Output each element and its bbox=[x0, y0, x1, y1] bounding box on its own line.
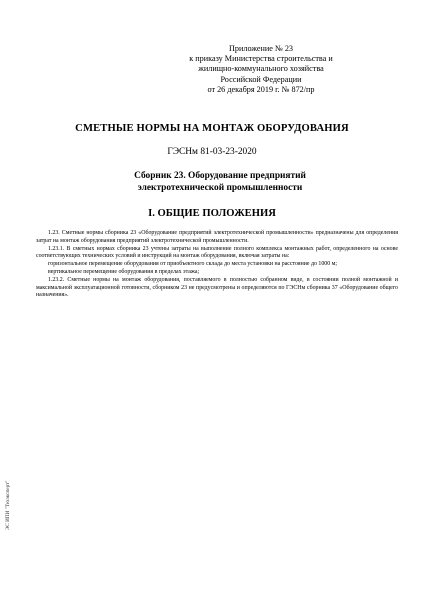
paragraph: 1.23.1. В сметных нормах сборника 23 учтены затраты на выполнение полного комплекса монтажных работ, определенного на основе соответствующих технических условий и инструкций на монтаж оборудования, включая затраты на: bbox=[36, 245, 398, 260]
paragraph: вертикальное перемещение оборудования в пределах этажа; bbox=[48, 268, 200, 275]
body-text bbox=[36, 230, 398, 300]
appendix-line: от 26 декабря 2019 г. № 872/пр bbox=[207, 84, 315, 94]
document-title: СМЕТНЫЕ НОРМЫ НА МОНТАЖ ОБОРУДОВАНИЯ bbox=[75, 123, 349, 134]
side-stamp-text: ЭС ИПИ "Техэксперт" bbox=[5, 480, 11, 530]
side-stamp bbox=[2, 410, 12, 530]
appendix-line: Приложение № 23 bbox=[228, 44, 294, 53]
appendix-block bbox=[146, 44, 376, 95]
section-title: I. ОБЩИЕ ПОЛОЖЕНИЯ bbox=[148, 208, 276, 219]
document-code: ГЭСНм 81-03-23-2020 bbox=[167, 147, 257, 157]
appendix-line: жилищно-коммунального хозяйства bbox=[198, 64, 324, 74]
collection-title: Сборник 23. Оборудование предприятий электротехнической промышленности bbox=[134, 171, 306, 193]
paragraph: горизонтальное перемещение оборудования от приобъектного склада до места установки на расстояние до 1000 м; bbox=[48, 261, 337, 268]
paragraph: 1.23. Сметные нормы сборника 23 «Оборудование предприятий электротехнической промышленности» предназначены для определения затрат на монтаж оборудования предприятий электротехнической промышленности. bbox=[36, 230, 398, 244]
appendix-line: к приказу Министерства строительства и bbox=[189, 54, 333, 64]
paragraph: 1.23.2. Сметные нормы на монтаж оборудования, поставляемого в полностью собранном виде, в состоянии полной монтажной и максимальной эксплуатационной готовности, сборником 23 не предусмотрены и определяются по ГЭСНм сборника 37 «Оборудование общего назначения». bbox=[36, 276, 398, 299]
appendix-line: Российской Федерации bbox=[220, 74, 302, 84]
